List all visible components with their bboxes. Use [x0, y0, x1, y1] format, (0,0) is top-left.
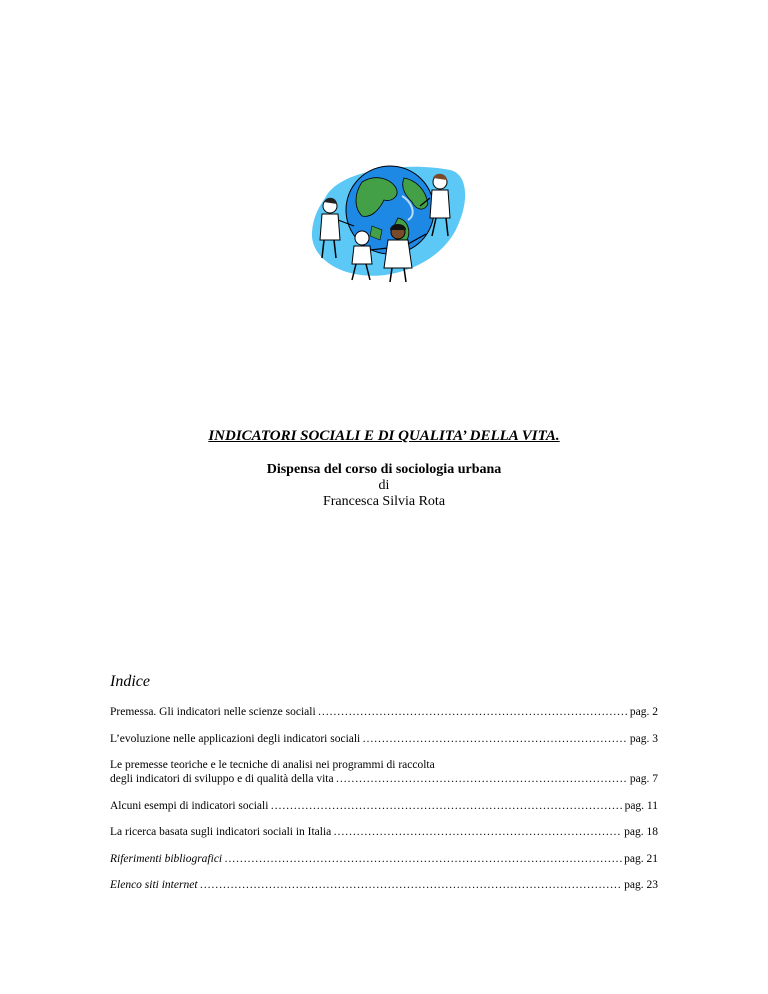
toc-entry-title: Riferimenti bibliografici — [110, 852, 223, 865]
document-title: INDICATORI SOCIALI E DI QUALITA’ DELLA VITA. — [208, 428, 560, 444]
toc-entry-title: Premessa. Gli indicatori nelle scienze sociali — [110, 706, 316, 718]
toc-entry-page: pag. 21 — [624, 852, 658, 865]
table-of-contents — [110, 705, 658, 905]
author-name: Francesca Silvia Rota — [322, 494, 446, 509]
course-name: Dispensa del corso di sociologia urbana — [266, 462, 502, 477]
byline-di: di — [378, 478, 390, 493]
toc-entry[interactable] — [110, 799, 658, 813]
toc-entry[interactable] — [110, 878, 658, 892]
toc-entry-title: La ricerca basata sugli indicatori sociali in Italia — [110, 826, 332, 838]
toc-entry-page: pag. 7 — [629, 773, 658, 785]
toc-leader-dots — [200, 878, 623, 892]
toc-entry-title: L’evoluzione nelle applicazioni degli indicatori sociali — [110, 732, 361, 745]
toc-entry[interactable] — [110, 732, 658, 746]
toc-entry[interactable] — [110, 705, 658, 719]
globe-with-children-icon — [300, 160, 470, 285]
toc-entry-title: Alcuni esempi di indicatori sociali — [110, 799, 269, 812]
index-heading: Indice — [110, 673, 150, 690]
toc-leader-dots — [333, 825, 622, 839]
toc-leader-dots — [224, 852, 622, 866]
toc-entry-page: pag. 18 — [624, 826, 658, 838]
subtitle-block — [0, 462, 768, 510]
toc-entry-title-line1: Le premesse teoriche e le tecniche di analisi nei programmi di raccolta — [110, 759, 435, 771]
toc-entry-page: pag. 23 — [624, 879, 658, 891]
toc-entry-title: Elenco siti internet — [110, 879, 198, 891]
toc-leader-dots — [362, 732, 628, 746]
toc-leader-dots — [336, 772, 628, 786]
toc-entry[interactable] — [110, 852, 658, 866]
toc-entry-page: pag. 2 — [629, 706, 658, 718]
toc-entry[interactable] — [110, 758, 658, 786]
toc-leader-dots — [318, 705, 628, 719]
toc-entry-page: pag. 3 — [629, 732, 658, 745]
toc-leader-dots — [270, 799, 622, 813]
toc-entry[interactable] — [110, 825, 658, 839]
toc-entry-page: pag. 11 — [624, 799, 658, 812]
toc-entry-title: degli indicatori di sviluppo e di qualità della vita — [110, 773, 334, 785]
toc-entry-last-line — [110, 772, 658, 786]
